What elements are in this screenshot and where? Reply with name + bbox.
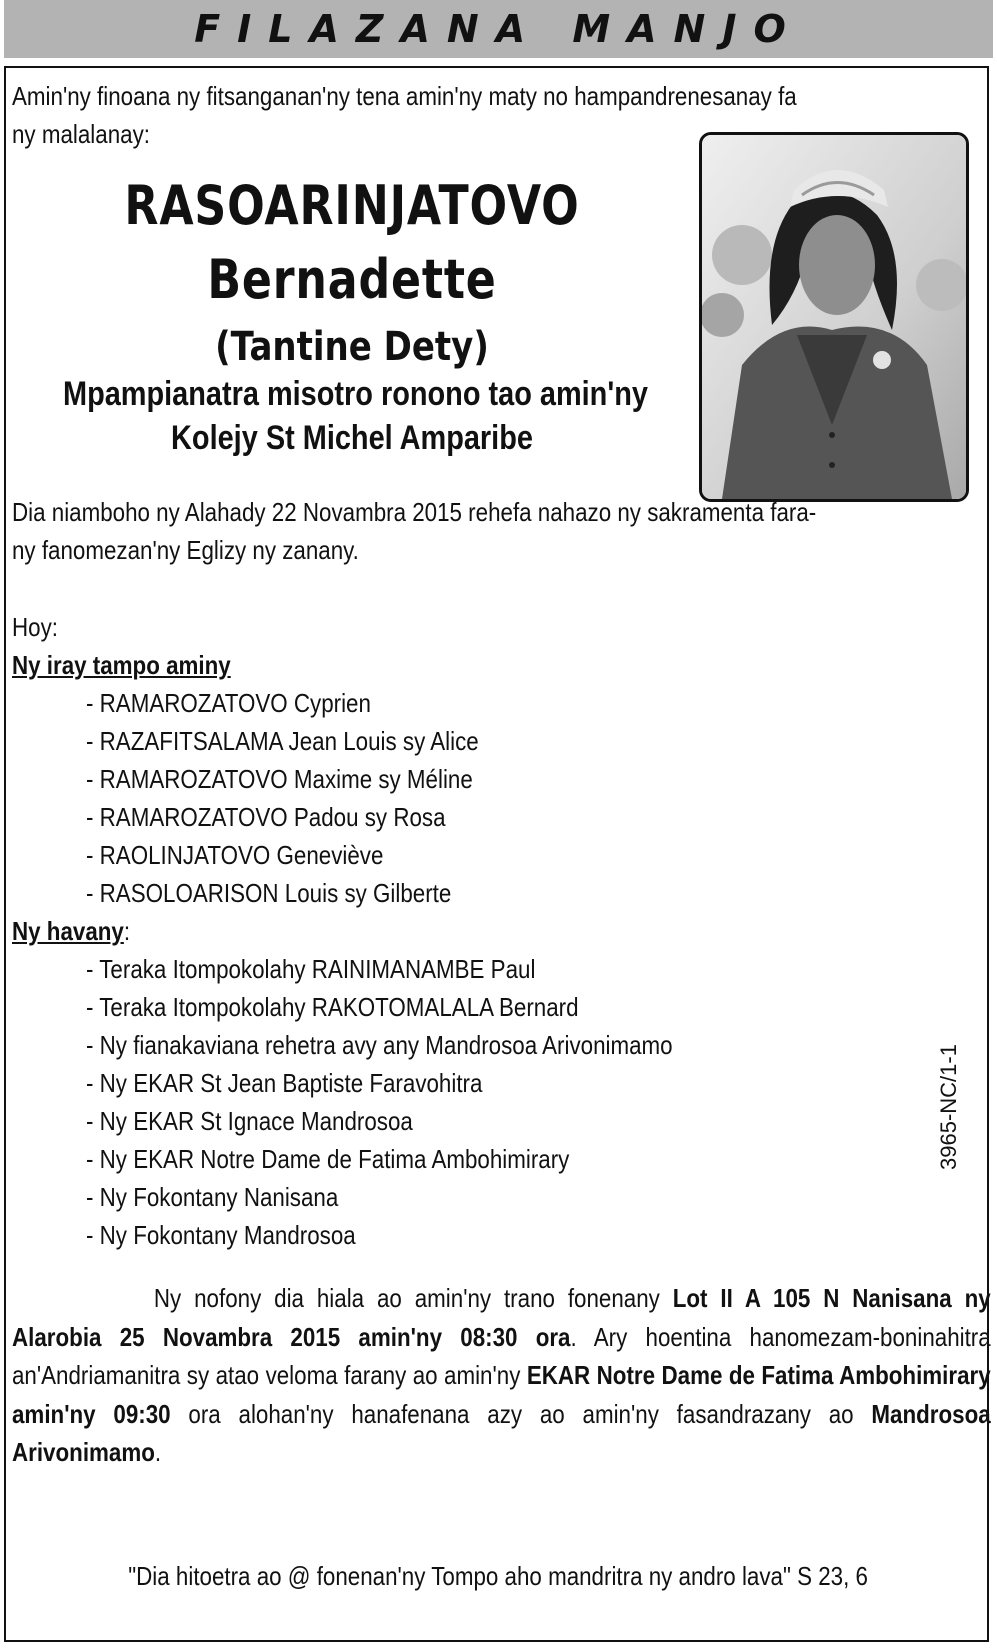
family-item: - RAMAROZATOVO Maxime sy Méline <box>86 764 473 794</box>
deceased-surname-wrap <box>12 176 692 236</box>
relatives-heading-row <box>12 911 130 951</box>
funeral-church-time: EKAR Notre Dame de Fatima Ambohimirary amin'ny 09:30 <box>12 1360 991 1429</box>
family-item: - RAZAFITSALAMA Jean Louis sy Alice <box>86 726 479 756</box>
deceased-firstname: Bernadette <box>207 248 497 311</box>
relatives-item: - Ny Fokontany Mandrosoa <box>86 1220 356 1250</box>
funeral-location-time: Lot II A 105 N Nanisana ny Alarobia 25 Novambra 2015 amin'ny 08:30 ora <box>12 1283 991 1352</box>
intro-line-2: ny malalanay: <box>12 119 150 149</box>
relatives-item: - Teraka Itompokolahy RAINIMANAMBE Paul <box>86 954 536 984</box>
hoy-label: Hoy: <box>12 612 58 642</box>
deceased-surname: RASOARINJATOVO <box>124 174 580 237</box>
deceased-role-line-1: Mpampianatra misotro ronono tao amin'ny <box>63 375 648 413</box>
header-title: FILAZANA MANJO <box>194 7 803 51</box>
relatives-heading: Ny havany <box>12 916 124 946</box>
scripture-quote-text: "Dia hitoetra ao @ fonenan'ny Tompo aho mandritra ny andro lava" S 23, 6 <box>128 1561 869 1591</box>
relatives-item: - Ny EKAR Notre Dame de Fatima Ambohimirary <box>86 1144 570 1174</box>
deceased-role-wrap-1 <box>12 372 692 416</box>
relatives-heading-colon: : <box>123 916 131 946</box>
death-line-1: Dia niamboho ny Alahady 22 Novambra 2015 rehefa nahazo ny sakramenta fara- <box>12 497 817 527</box>
deceased-role-line-2: Kolejy St Michel Amparibe <box>171 419 533 457</box>
funeral-paragraph-text <box>12 1279 991 1472</box>
intro-line-1: Amin'ny finoana ny fitsanganan'ny tena amin'ny maty no hampandrenesanay fa <box>12 81 797 111</box>
relatives-item: - Ny fianakaviana rehetra avy any Mandrosoa Arivonimamo <box>86 1030 673 1060</box>
funeral-text-3: ora alohan'ny hanafenana azy ao amin'ny fasandrazany ao <box>170 1398 872 1429</box>
scripture-quote <box>6 1556 991 1596</box>
deceased-nickname: (Tantine Dety) <box>215 324 489 370</box>
header-bar <box>4 0 993 58</box>
deceased-nickname-wrap <box>12 322 692 372</box>
deceased-photo <box>699 132 969 502</box>
death-line-2: ny fanomezan'ny Eglizy ny zanany. <box>12 535 359 565</box>
family-item: - RAOLINJATOVO Geneviève <box>86 840 384 870</box>
reference-code: 3965-NC/1-1 <box>936 1044 961 1170</box>
funeral-text-2: . Ary hoentina hanomezam-boninahitra an'Andriamanitra sy atao veloma farany ao amin'ny <box>12 1321 991 1390</box>
funeral-text-4: . <box>154 1437 162 1467</box>
relatives-item: - Ny EKAR St Jean Baptiste Faravohitra <box>86 1068 483 1098</box>
relatives-item: - Ny Fokontany Nanisana <box>86 1182 339 1212</box>
relatives-item: - Teraka Itompokolahy RAKOTOMALALA Bernard <box>86 992 579 1022</box>
funeral-paragraph <box>12 1279 991 1472</box>
family-heading: Ny iray tampo aminy <box>12 650 231 680</box>
deceased-role-wrap-2 <box>12 416 692 460</box>
funeral-burial-place: Mandrosoa Arivonimamo <box>12 1398 991 1467</box>
deceased-firstname-wrap <box>12 250 692 310</box>
notice-frame <box>4 66 989 1642</box>
portrait-image <box>702 135 966 499</box>
family-item: - RAMAROZATOVO Padou sy Rosa <box>86 802 446 832</box>
family-item: - RAMAROZATOVO Cyprien <box>86 688 371 718</box>
family-item: - RASOLOARISON Louis sy Gilberte <box>86 878 452 908</box>
funeral-text-1: Ny nofony dia hiala ao amin'ny trano fonenany <box>153 1283 673 1313</box>
relatives-item: - Ny EKAR St Ignace Mandrosoa <box>86 1106 413 1136</box>
